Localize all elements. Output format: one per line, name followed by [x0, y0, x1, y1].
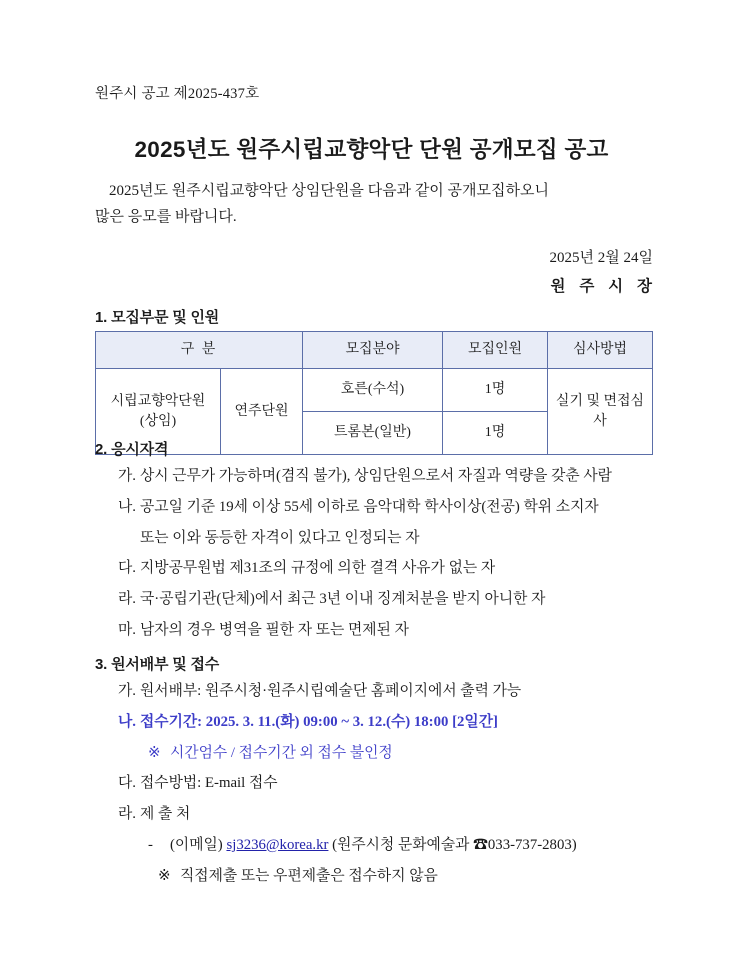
list-text: 접수방법: E-mail 접수 — [140, 775, 278, 792]
list-text: 접수기간: 2025. 3. 11.(화) 09:00 ~ 3. 12.(수) 18:00 [2일간] — [140, 713, 498, 730]
issue-date: 2025년 2월 24일 — [549, 250, 653, 266]
list-item-email-submission — [118, 830, 698, 861]
list-note-time-strict — [118, 738, 698, 769]
list-text: 공고일 기준 19세 이상 55세 이하로 음악대학 학사이상(전공) 학위 소지자 — [140, 498, 599, 515]
recruitment-table — [95, 331, 653, 455]
list-marker: 가. — [118, 683, 136, 699]
list-item-continuation — [118, 523, 698, 554]
intro-paragraph — [95, 178, 665, 231]
email-link[interactable]: sj3236@korea.kr — [226, 836, 329, 853]
table-header-row — [96, 332, 653, 369]
list-note-no-mail — [118, 861, 698, 892]
division-line-2: (상임) — [139, 413, 177, 429]
list-text: 상시 근무가 가능하며(겸직 불가), 상임단원으로서 자질과 역량을 갖춘 사람 — [140, 468, 612, 484]
division-line-1: 시립교향악단원 — [110, 393, 206, 409]
section-3-list — [118, 676, 698, 891]
cell-field-1: 호른(수석) — [303, 369, 443, 412]
section-2-list — [118, 461, 698, 646]
document-number: 원주시 공고 제2025-437호 — [95, 86, 260, 102]
cell-method: 실기 및 면접심사 — [548, 369, 653, 455]
cell-count-1: 1명 — [443, 369, 548, 412]
list-marker: 라. — [118, 806, 136, 823]
list-item — [118, 676, 698, 707]
list-text: 원서배부: 원주시청·원주시립예술단 홈페이지에서 출력 가능 — [140, 683, 522, 699]
cell-group: 연주단원 — [221, 369, 303, 455]
table-header-division: 구 분 — [96, 332, 303, 369]
list-text: 또는 이와 동등한 자격이 있다고 인정되는 자 — [140, 529, 420, 546]
note-marker: ※ — [158, 867, 171, 884]
intro-line-2: 많은 응모를 바랍니다. — [95, 209, 237, 226]
table-header-count: 모집인원 — [443, 332, 548, 369]
table-header-field: 모집분야 — [303, 332, 443, 369]
list-item — [118, 553, 698, 584]
note-marker: ※ — [148, 744, 161, 761]
list-item-application-period — [118, 707, 698, 738]
list-marker: 라. — [118, 591, 136, 608]
list-marker: 가. — [118, 468, 136, 484]
section-2-heading: 2. 응시자격 — [95, 441, 169, 458]
list-text: 남자의 경우 병역을 필한 자 또는 면제된 자 — [140, 621, 409, 638]
page-title: 2025년도 원주시립교향악단 단원 공개모집 공고 — [134, 137, 609, 162]
list-marker: 다. — [118, 775, 136, 792]
issuer-name: 원 주 시 장 — [550, 278, 657, 296]
section-1-heading: 1. 모집부문 및 인원 — [95, 309, 220, 326]
date-and-issuer — [545, 245, 657, 300]
list-item — [118, 461, 698, 492]
list-text: 제 출 처 — [140, 806, 191, 823]
note-text: 직접제출 또는 우편제출은 접수하지 않음 — [180, 867, 438, 884]
list-text: 지방공무원법 제31조의 규정에 의한 결격 사유가 없는 자 — [140, 560, 496, 577]
cell-count-2: 1명 — [443, 412, 548, 455]
contact-text: (원주시청 문화예술과 ☎033-737-2803) — [332, 836, 577, 853]
table-header-method: 심사방법 — [548, 332, 653, 369]
list-marker: 다. — [118, 560, 136, 577]
section-3-heading: 3. 원서배부 및 접수 — [95, 656, 220, 673]
cell-field-2: 트롬본(일반) — [303, 412, 443, 455]
list-item — [118, 584, 698, 615]
note-text: 시간엄수 / 접수기간 외 접수 불인정 — [170, 744, 393, 761]
list-marker: 마. — [118, 621, 136, 638]
list-item — [118, 768, 698, 799]
list-marker: 나. — [118, 498, 136, 515]
table-row — [96, 369, 653, 412]
intro-line-1: 2025년도 원주시립교향악단 상임단원을 다음과 같이 공개모집하오니 — [109, 183, 549, 199]
email-label: (이메일) — [170, 836, 223, 853]
list-marker: 나. — [118, 713, 136, 730]
list-item — [118, 615, 698, 646]
list-item — [118, 492, 698, 523]
list-item — [118, 799, 698, 830]
list-text: 국·공립기관(단체)에서 최근 3년 이내 징계처분을 받지 아니한 자 — [140, 591, 546, 608]
list-marker: - — [148, 836, 153, 853]
